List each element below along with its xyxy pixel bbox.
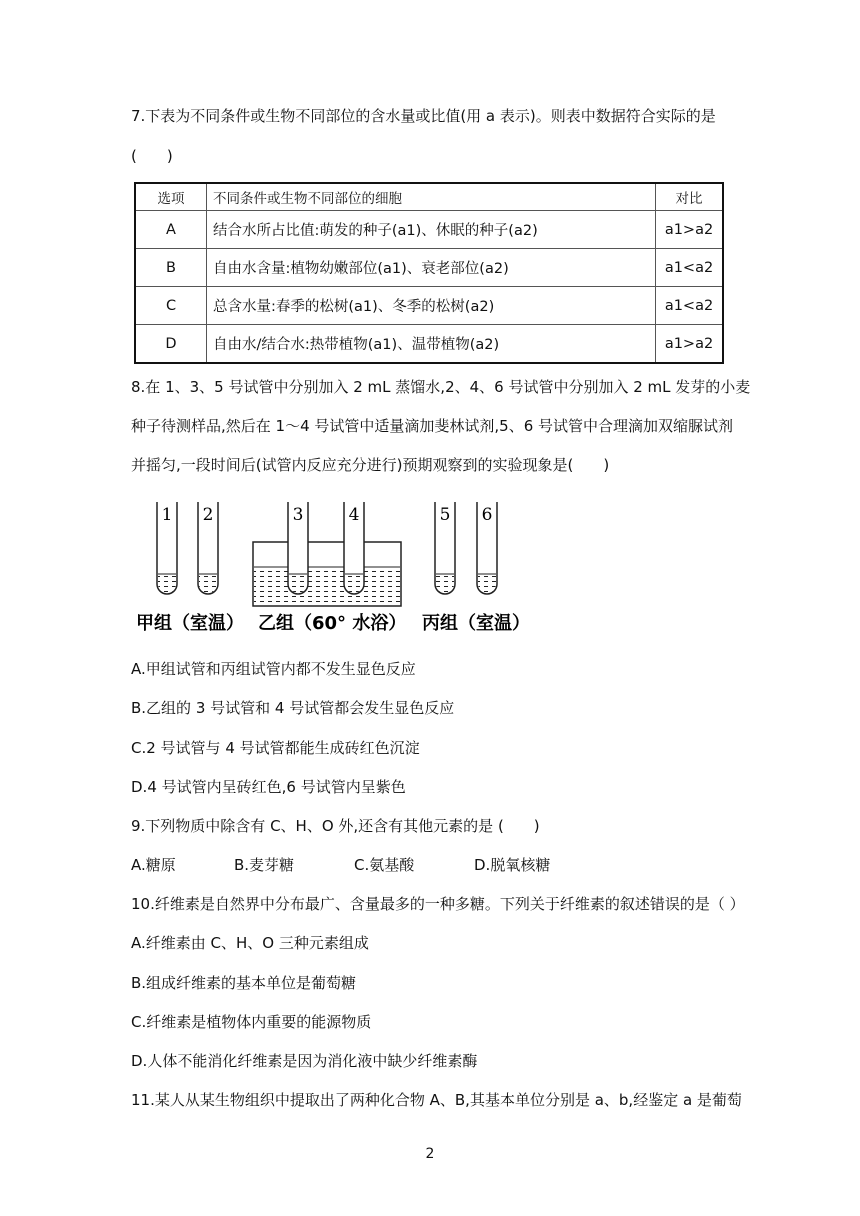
table-cell: a1<a2 (656, 249, 724, 287)
q9-option-b: B.麦芽糖 (234, 856, 295, 874)
table-cell: D (135, 325, 207, 364)
table-row (135, 211, 723, 249)
q10-option-d: D.人体不能消化纤维素是因为消化液中缺少纤维素酶 (131, 1052, 478, 1070)
table-row (135, 287, 723, 325)
q7-answer-paren: ( ) (131, 147, 173, 165)
q8-option-c: C.2 号试管与 4 号试管都能生成砖红色沉淀 (131, 739, 420, 757)
table-cell: C (135, 287, 207, 325)
group-label-jia: 甲组（室温） (136, 613, 244, 634)
tube-label-1: 1 (161, 505, 173, 525)
tube-label-6: 6 (481, 505, 493, 525)
table-cell: 自由水含量:植物幼嫩部位(a1)、衰老部位(a2) (207, 249, 656, 287)
table-cell: a1>a2 (656, 211, 724, 249)
q11-stem: 11.某人从某生物组织中提取出了两种化合物 A、B,其基本单位分别是 a、b,经鉴定 a 是葡萄 (131, 1091, 742, 1109)
page-number: 2 (425, 1146, 435, 1162)
table-cell: 结合水所占比值:萌发的种子(a1)、休眠的种子(a2) (207, 211, 656, 249)
table-header-cell: 不同条件或生物不同部位的细胞 (207, 183, 656, 211)
table-header-row (135, 183, 723, 211)
q9-stem: 9.下列物质中除含有 C、H、O 外,还含有其他元素的是 ( ) (131, 817, 540, 835)
tube-label-5: 5 (439, 505, 451, 525)
q8-stem-line2: 种子待测样品,然后在 1～4 号试管中适量滴加斐林试剂,5、6 号试管中合理滴加双缩脲试剂 (131, 417, 734, 435)
tube-label-2: 2 (202, 505, 214, 525)
q10-stem: 10.纤维素是自然界中分布最广、含量最多的一种多糖。下列关于纤维素的叙述错误的是（ ） (131, 895, 745, 913)
q8-option-a: A.甲组试管和丙组试管内都不发生显色反应 (131, 660, 416, 678)
q7-table (134, 182, 724, 364)
q8-stem-line1: 8.在 1、3、5 号试管中分别加入 2 mL 蒸馏水,2、4、6 号试管中分别加入 2 mL 发芽的小麦 (131, 378, 751, 396)
q9-option-c: C.氨基酸 (354, 856, 415, 874)
q10-option-c: C.纤维素是植物体内重要的能源物质 (131, 1013, 372, 1031)
test-tube-figure (131, 494, 541, 644)
table-row (135, 249, 723, 287)
table-header-cell: 对比 (656, 183, 724, 211)
table-cell: a1>a2 (656, 325, 724, 364)
q8-stem-line3: 并摇匀,一段时间后(试管内反应充分进行)预期观察到的实验现象是( ) (131, 456, 610, 474)
water-bath (253, 542, 401, 606)
q9-option-a: A.糖原 (131, 856, 176, 874)
q9-options (131, 855, 550, 875)
q10-option-b: B.组成纤维素的基本单位是葡萄糖 (131, 974, 357, 992)
q10-option-a: A.纤维素由 C、H、O 三种元素组成 (131, 934, 369, 952)
q8-option-d: D.4 号试管内呈砖红色,6 号试管内呈紫色 (131, 778, 406, 796)
table-cell: 自由水/结合水:热带植物(a1)、温带植物(a2) (207, 325, 656, 364)
group-label-yi: 乙组（60° 水浴） (258, 613, 407, 634)
table-cell: A (135, 211, 207, 249)
tube-label-4: 4 (348, 505, 360, 525)
table-row (135, 325, 723, 364)
q8-option-b: B.乙组的 3 号试管和 4 号试管都会发生显色反应 (131, 699, 455, 717)
q7-stem: 7.下表为不同条件或生物不同部位的含水量或比值(用 a 表示)。则表中数据符合实际的是 (131, 107, 716, 125)
tube-label-3: 3 (292, 505, 304, 525)
q9-option-d: D.脱氧核糖 (474, 856, 551, 874)
table-cell: 总含水量:春季的松树(a1)、冬季的松树(a2) (207, 287, 656, 325)
table-cell: a1<a2 (656, 287, 724, 325)
group-label-bing: 丙组（室温） (422, 613, 530, 634)
table-header-cell: 选项 (135, 183, 207, 211)
table-cell: B (135, 249, 207, 287)
